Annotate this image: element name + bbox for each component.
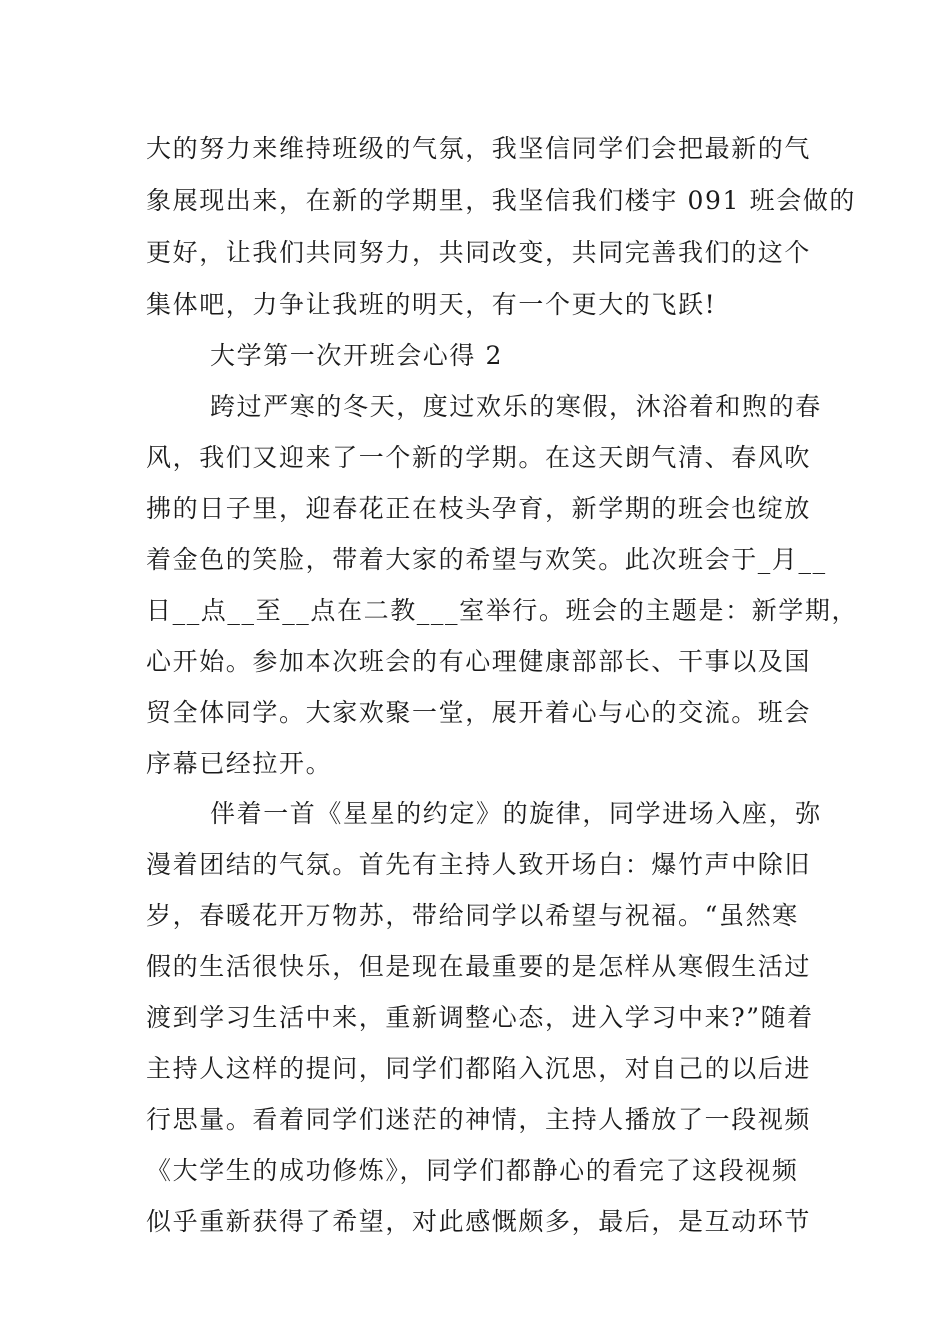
text-line: 贸全体同学。大家欢聚一堂，展开着心与心的交流。班会: [146, 698, 812, 727]
text-line: 拂的日子里，迎春花正在枝头孕育，新学期的班会也绽放: [146, 494, 812, 523]
text-line: 伴着一首《星星的约定》的旋律，同学进场入座，弥: [210, 799, 822, 828]
text-line: 心开始。参加本次班会的有心理健康部部长、干事以及国: [146, 647, 812, 676]
text-line: 序幕已经拉开。: [146, 749, 333, 778]
text-line: 行思量。看着同学们迷茫的神情，主持人播放了一段视频: [146, 1105, 812, 1134]
text-line: 日__点__至__点在二教___室举行。班会的主题是：新学期，: [146, 596, 859, 625]
text-line: 渡到学习生活中来，重新调整心态，进入学习中来?”随着: [146, 1003, 814, 1032]
text-line: 大的努力来维持班级的气氛，我坚信同学们会把最新的气: [146, 134, 812, 163]
text-line: 似乎重新获得了希望，对此感慨颇多，最后，是互动环节: [146, 1207, 812, 1236]
text-line: 主持人这样的提问，同学们都陷入沉思，对自己的以后进: [146, 1054, 812, 1083]
text-line: 漫着团结的气氛。首先有主持人致开场白：爆竹声中除旧: [146, 850, 812, 879]
text-line: 着金色的笑脸，带着大家的希望与欢笑。此次班会于_月__: [146, 545, 827, 574]
text-line: 风，我们又迎来了一个新的学期。在这天朗气清、春风吹: [146, 443, 812, 472]
section-heading: 大学第一次开班会心得 2: [210, 341, 504, 370]
text-line: 跨过严寒的冬天，度过欢乐的寒假，沐浴着和煦的春: [210, 392, 822, 421]
text-line: 《大学生的成功修炼》，同学们都静心的看完了这段视频: [146, 1156, 799, 1185]
text-line: 假的生活很快乐，但是现在最重要的是怎样从寒假生活过: [146, 952, 812, 981]
text-line: 岁，春暖花开万物苏，带给同学以希望与祝福。“虽然寒: [146, 901, 799, 930]
text-line: 集体吧，力争让我班的明天，有一个更大的飞跃!: [146, 290, 717, 319]
text-line: 象展现出来，在新的学期里，我坚信我们楼宇 091 班会做的: [146, 186, 857, 215]
text-line: 更好，让我们共同努力，共同改变，共同完善我们的这个: [146, 238, 812, 267]
